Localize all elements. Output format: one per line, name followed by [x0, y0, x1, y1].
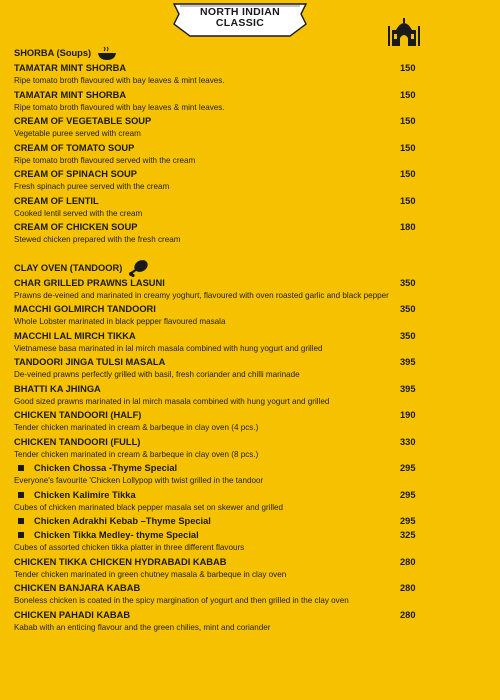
item-price: 295	[400, 516, 416, 526]
bullet-icon	[18, 492, 24, 498]
menu-item	[14, 276, 466, 303]
item-description: Fresh spinach puree served with the cream	[14, 182, 170, 191]
taj-mahal-icon	[386, 16, 422, 48]
menu-item	[14, 61, 466, 88]
bullet-icon	[18, 465, 24, 471]
item-price: 180	[400, 222, 416, 232]
item-price: 350	[400, 330, 416, 341]
item-price: 295	[400, 463, 416, 473]
item-name: TANDOORI JINGA TULSI MASALA	[14, 357, 166, 367]
item-name: CREAM OF LENTIL	[14, 195, 99, 206]
item-description: Cubes of assorted chicken tikka platter in three different flavours	[14, 543, 245, 552]
item-description: Prawns de-veined and marinated in creamy yoghurt, flavoured with oven roasted garlic and black pepper	[14, 290, 389, 300]
item-name: MACCHI GOLMIRCH TANDOORI	[14, 304, 156, 314]
item-description: Cubes of chicken marinated black pepper masala set on skewer and grilled	[14, 502, 284, 512]
item-price: 395	[400, 357, 416, 367]
item-name: CREAM OF VEGETABLE SOUP	[14, 116, 152, 126]
item-description: Whole Lobster marinated in black pepper flavoured masala	[14, 317, 226, 326]
menu-title-banner	[170, 2, 310, 38]
item-name: Chicken Tikka Medley- thyme Special	[34, 530, 199, 540]
item-description: De-veined prawns perfectly grilled with basil, fresh coriander and chilli marinade	[14, 370, 300, 379]
item-price: 150	[400, 116, 416, 126]
item-name: MACCHI LAL MIRCH TIKKA	[14, 330, 136, 341]
item-name: CHICKEN TIKKA CHICKEN HYDRABADI KABAB	[14, 556, 227, 567]
item-name: Chicken Chossa -Thyme Special	[34, 463, 178, 473]
menu-item	[14, 141, 466, 168]
menu-item	[14, 194, 466, 221]
item-name: CHAR GRILLED PRAWNS LASUNI	[14, 277, 165, 288]
section-header-clay-oven	[14, 261, 466, 276]
section-title: CLAY OVEN (TANDOOR)	[14, 262, 123, 273]
banner-line-2: CLASSIC	[215, 17, 265, 29]
item-price: 150	[400, 142, 416, 153]
item-name: CHICKEN TANDOORI (FULL)	[14, 436, 141, 447]
item-price: 150	[400, 169, 416, 179]
menu-item	[14, 88, 466, 115]
item-description: Vegetable puree served with cream	[14, 129, 141, 138]
item-name: CHICKEN PAHADI KABAB	[14, 609, 131, 620]
menu-item	[14, 167, 466, 194]
item-name: CHICKEN BANJARA KABAB	[14, 583, 141, 593]
section-header-shorba	[14, 46, 466, 61]
bullet-icon	[18, 532, 24, 538]
menu-item	[14, 608, 466, 635]
menu-item	[14, 329, 466, 356]
menu-item	[14, 461, 466, 488]
bullet-icon	[18, 518, 24, 524]
item-price: 350	[400, 277, 416, 288]
menu-item	[14, 581, 466, 608]
menu-item	[14, 114, 466, 141]
item-price: 395	[400, 383, 416, 394]
item-price: 280	[400, 583, 416, 593]
menu-item	[14, 382, 466, 409]
item-description: Good sized prawns marinated in lal mirch masala combined with hung yogurt and grilled	[14, 396, 330, 406]
banner-line-1: NORTH INDIAN	[199, 6, 280, 18]
menu-item	[14, 220, 466, 247]
item-name: BHATTI KA JHINGA	[14, 383, 101, 394]
item-name: CREAM OF TOMATO SOUP	[14, 142, 135, 153]
item-description: Tender chicken marinated in green chutney masala & barbeque in clay oven	[14, 569, 287, 579]
item-description: Tender chicken marinated in cream & barbeque in clay oven (8 pcs.)	[14, 449, 259, 459]
item-price: 190	[400, 410, 416, 420]
item-name: Chicken Kalimire Tikka	[34, 489, 136, 500]
menu-item	[14, 355, 466, 382]
item-price: 150	[400, 195, 416, 206]
item-price: 295	[400, 489, 416, 500]
item-name: TAMATAR MINT SHORBA	[14, 63, 127, 73]
chicken-leg-icon	[128, 259, 150, 277]
menu-item	[14, 488, 466, 515]
item-price: 330	[400, 436, 416, 447]
item-description: Boneless chicken is coated in the spicy margination of yogurt and then grilled in the clay oven	[14, 596, 349, 605]
item-price: 325	[400, 530, 416, 540]
menu-item	[14, 408, 466, 435]
item-name: CREAM OF CHICKEN SOUP	[14, 222, 138, 232]
item-description: Stewed chicken prepared with the fresh cream	[14, 235, 181, 244]
item-description: Vietnamese basa marinated in lal mirch masala combined with hung yogurt and grilled	[14, 343, 323, 353]
item-name: TAMATAR MINT SHORBA	[14, 89, 127, 100]
item-price: 150	[400, 63, 416, 73]
item-price: 280	[400, 556, 416, 567]
item-name: Chicken Adrakhi Kebab –Thyme Special	[34, 516, 211, 526]
menu-item	[14, 514, 466, 528]
item-description: Ripe tomato broth flavoured served with the cream	[14, 155, 196, 165]
menu-item	[14, 302, 466, 329]
item-name: CREAM OF SPINACH SOUP	[14, 169, 137, 179]
item-description: Everyone's favourite 'Chicken Lollypop with twist grilled in the tandoor	[14, 476, 264, 485]
menu-item	[14, 435, 466, 462]
menu-item	[14, 528, 466, 555]
item-description: Ripe tomato broth flavoured with bay leaves & mint leaves.	[14, 76, 225, 85]
item-description: Tender chicken marinated in cream & barbeque in clay oven (4 pcs.)	[14, 423, 259, 432]
menu-item	[14, 555, 466, 582]
item-price: 280	[400, 609, 416, 620]
item-description: Cooked lentil served with the cream	[14, 208, 143, 218]
menu-content	[14, 46, 466, 634]
item-price: 350	[400, 304, 416, 314]
section-title: SHORBA (Soups)	[14, 48, 92, 58]
soup-bowl-icon	[97, 46, 117, 61]
item-description: Ripe tomato broth flavoured with bay leaves & mint leaves.	[14, 102, 225, 112]
item-price: 150	[400, 89, 416, 100]
item-name: CHICKEN TANDOORI (HALF)	[14, 410, 142, 420]
item-description: Kabab with an enticing flavour and the green chilies, mint and coriander	[14, 622, 271, 632]
